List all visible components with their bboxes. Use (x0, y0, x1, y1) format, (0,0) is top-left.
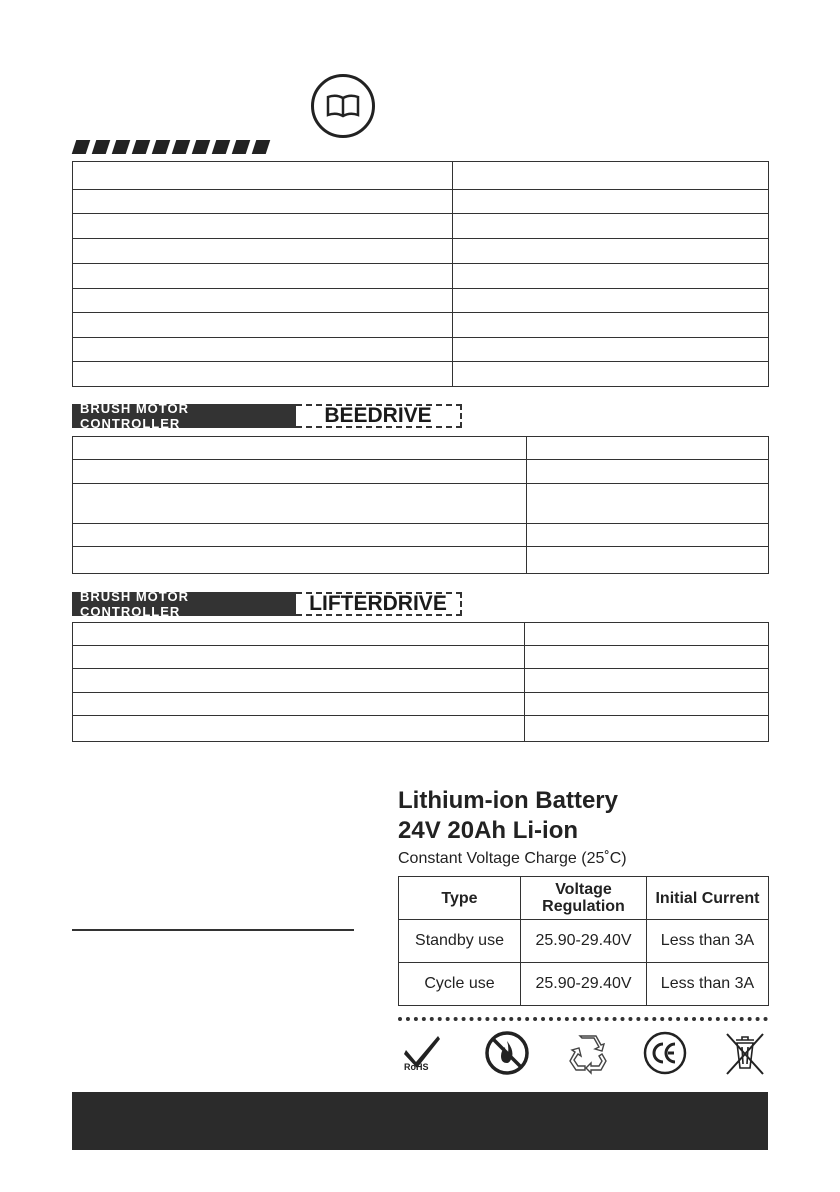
controller-header-lifterdrive (72, 589, 462, 619)
rohs-icon (400, 1030, 446, 1076)
spec-cell (73, 693, 525, 716)
spec-cell (73, 437, 527, 460)
spec-cell (73, 716, 525, 742)
spec-cell (73, 264, 453, 289)
spec-cell (73, 289, 453, 313)
weee-bin-icon (722, 1030, 768, 1076)
controller-header-beedrive (72, 401, 462, 431)
spec-cell (525, 669, 769, 693)
spec-cell (453, 289, 769, 313)
controller-label: BRUSH MOTOR CONTROLLER (72, 592, 296, 616)
recycle-icon (565, 1030, 611, 1076)
signature-line (72, 929, 354, 931)
spec-cell (527, 460, 769, 484)
charge-table (398, 876, 769, 1006)
spec-cell (525, 623, 769, 646)
controller-name: BEEDRIVE (296, 404, 462, 428)
spec-cell (525, 716, 769, 742)
spec-cell (525, 693, 769, 716)
dotted-divider (398, 1017, 768, 1021)
spec-cell (453, 162, 769, 190)
spec-cell (453, 214, 769, 239)
row-voltage: 25.90-29.40V (521, 920, 647, 963)
spec-cell (527, 484, 769, 524)
spec-cell (73, 162, 453, 190)
row-voltage: 25.90-29.40V (521, 963, 647, 1006)
table-row (399, 963, 769, 1006)
spec-cell (453, 338, 769, 362)
spec-cell (73, 460, 527, 484)
manual-book-icon (311, 74, 375, 138)
spec-cell (527, 524, 769, 547)
column-header-current: Initial Current (647, 877, 769, 920)
spec-cell (527, 547, 769, 574)
battery-model: 24V 20Ah Li-ion (398, 817, 579, 844)
row-type: Standby use (399, 920, 521, 963)
spec-cell (73, 669, 525, 693)
spec-cell (73, 623, 525, 646)
spec-cell (453, 313, 769, 338)
spec-cell (73, 338, 453, 362)
row-current: Less than 3A (647, 920, 769, 963)
spec-cell (73, 362, 453, 387)
table-row (399, 920, 769, 963)
beedrive-spec-table (72, 436, 769, 574)
spec-cell (453, 239, 769, 264)
rohs-label: RoHS (404, 1062, 429, 1072)
row-current: Less than 3A (647, 963, 769, 1006)
spec-cell (73, 239, 453, 264)
spec-cell (453, 190, 769, 214)
footer-bar (72, 1092, 768, 1150)
spec-cell (453, 362, 769, 387)
controller-label: BRUSH MOTOR CONTROLLER (72, 404, 296, 428)
battery-title: Lithium-ion Battery (398, 787, 618, 814)
spec-cell (73, 524, 527, 547)
spec-table (72, 161, 769, 387)
spec-cell (527, 437, 769, 460)
controller-name: LIFTERDRIVE (296, 592, 462, 616)
section-divider-dashes (74, 140, 296, 154)
row-type: Cycle use (399, 963, 521, 1006)
spec-cell (525, 646, 769, 669)
no-fire-icon (484, 1030, 530, 1076)
spec-cell (453, 264, 769, 289)
spec-cell (73, 313, 453, 338)
column-header-voltage: Voltage Regulation (521, 877, 647, 920)
spec-cell (73, 214, 453, 239)
column-header-type: Type (399, 877, 521, 920)
spec-cell (73, 484, 527, 524)
ce-mark-icon (642, 1030, 688, 1076)
charge-title: Constant Voltage Charge (25˚C) (398, 850, 627, 867)
spec-cell (73, 547, 527, 574)
spec-cell (73, 190, 453, 214)
spec-cell (73, 646, 525, 669)
lifterdrive-spec-table (72, 622, 769, 742)
